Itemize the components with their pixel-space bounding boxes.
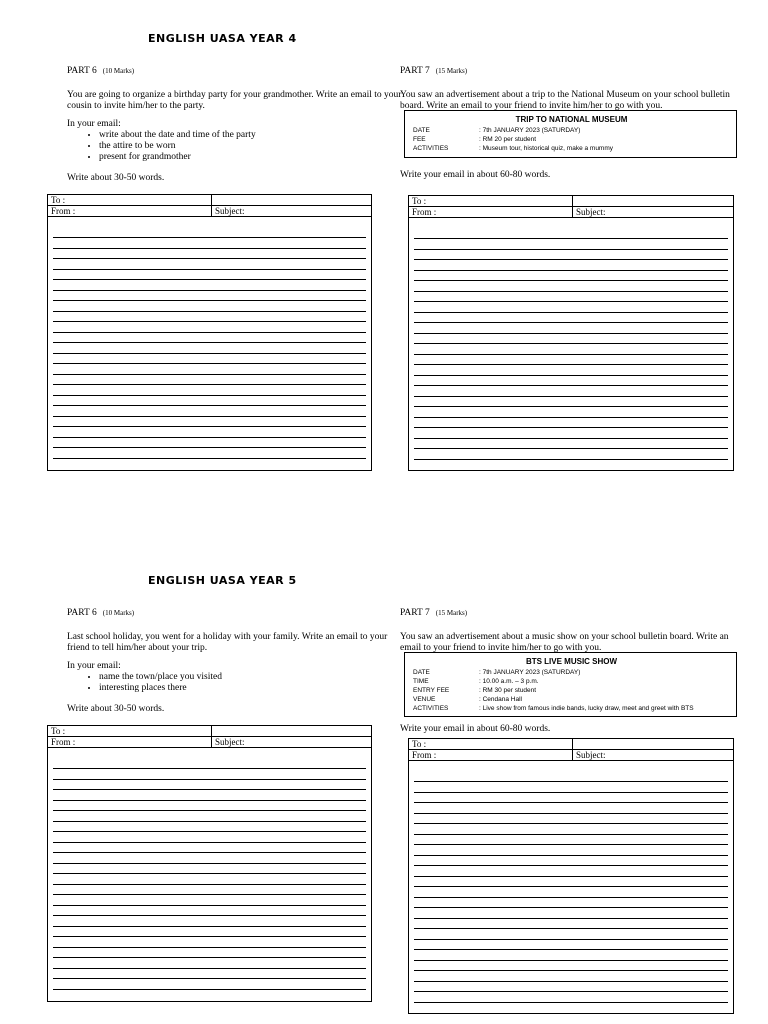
email-from-row [48,206,371,217]
writing-line [414,333,728,334]
advert-row [413,704,730,713]
writing-line [414,823,728,824]
advert-key: ACTIVITIES [413,705,449,712]
advert-row [413,126,730,135]
writing-line [53,258,366,259]
writing-line [53,332,366,333]
writing-line [53,458,366,459]
word-count-instruction: Write about 30-50 words. [67,173,165,183]
writing-lines[interactable] [409,761,733,1014]
to-field-blank[interactable] [212,726,215,736]
from-field[interactable]: From : [48,737,212,747]
writing-line [414,312,728,313]
writing-line [53,926,366,927]
writing-line [414,855,728,856]
writing-line [414,949,728,950]
subject-field[interactable]: Subject: [215,737,245,747]
writing-line [414,844,728,845]
writing-line [414,981,728,982]
writing-line [53,395,366,396]
email-to-row [48,195,371,206]
writing-line [414,907,728,908]
advert-title: BTS LIVE MUSIC SHOW [525,657,618,666]
marks-label: (15 Marks) [435,67,468,75]
writing-line [53,384,366,385]
writing-line [53,269,366,270]
advert-value: : 7th JANUARY 2023 (SATURDAY) [479,127,581,134]
to-field[interactable]: To : [409,196,573,206]
part-label: PART 7 [400,608,430,618]
year5-part6-email-box [47,725,372,1002]
writing-line [53,768,366,769]
advert-value: : Museum tour, historical quiz, make a mummy [479,145,614,152]
task-bullets [99,130,412,163]
from-field[interactable]: From : [48,206,212,216]
advert-value: : Live show from famous indie bands, lucky draw, meet and greet with BTS [479,705,694,712]
advert-value: : 7th JANUARY 2023 (SATURDAY) [479,669,581,676]
writing-line [53,936,366,937]
writing-line [414,970,728,971]
writing-line [414,238,728,239]
year5-heading: ENGLISH UASA YEAR 5 [148,574,297,587]
word-count-instruction: Write your email in about 60-80 words. [400,170,551,180]
year4-heading: ENGLISH UASA YEAR 4 [148,32,297,45]
writing-line [53,957,366,958]
writing-line [53,915,366,916]
email-to-row [48,726,371,737]
writing-line [53,810,366,811]
part-label: PART 6 [67,608,97,618]
writing-line [53,447,366,448]
writing-line [414,396,728,397]
marks-label: (10 Marks) [102,67,135,75]
writing-line [53,437,366,438]
writing-line [414,322,728,323]
writing-line [53,789,366,790]
writing-line [414,354,728,355]
writing-line [414,802,728,803]
advert-key: VENUE [413,696,436,703]
subject-field[interactable]: Subject: [576,750,606,760]
part-title [400,608,745,619]
year5-part7-email-box [408,738,734,1014]
advert-row [413,144,730,153]
part-label: PART 7 [400,66,430,76]
writing-line [53,852,366,853]
part-title [400,66,745,77]
word-count-instruction: Write about 30-50 words. [67,704,165,714]
task-intro: You are going to organize a birthday party for your grandmother. Write an email to your cousin to invite him/her to the party. [67,90,402,111]
writing-line [414,886,728,887]
writing-line [53,842,366,843]
writing-lines[interactable] [48,217,371,471]
writing-line [414,406,728,407]
writing-line [53,237,366,238]
writing-line [53,248,366,249]
writing-line [53,374,366,375]
advert-row [413,668,730,677]
part-title [67,66,412,77]
advert-value: : Cendana Hall [479,696,522,703]
writing-line [53,779,366,780]
subject-field[interactable]: Subject: [576,207,606,217]
advert-row [413,695,730,704]
bullet-item: • name the town/place you visited [99,672,412,683]
writing-line [53,978,366,979]
writing-line [414,270,728,271]
advert-row [413,677,730,686]
writing-line [414,1002,728,1003]
writing-line [414,876,728,877]
year5-part6 [67,608,412,715]
writing-line [414,459,728,460]
writing-line [414,417,728,418]
advert-value: : 10.00 a.m. – 3 p.m. [479,678,539,685]
writing-line [53,863,366,864]
task-intro: You saw an advertisement about a music show on your school bulletin board. Write an email to your friend to invite him/her to go with you. [400,632,729,653]
writing-lines[interactable] [48,748,371,1002]
writing-line [414,991,728,992]
year4-part6 [67,66,412,184]
writing-line [53,416,366,417]
writing-line [53,894,366,895]
year5-advert [404,652,737,717]
writing-line [414,918,728,919]
advert-key: FEE [413,136,426,143]
email-from-row [409,207,733,218]
advert-key: DATE [413,127,430,134]
advert-title: TRIP TO NATIONAL MUSEUM [515,115,628,124]
writing-line [414,301,728,302]
advert-key: ENTRY FEE [413,687,450,694]
part-label: PART 6 [67,66,97,76]
advert-row [413,686,730,695]
from-field[interactable]: From : [409,207,573,217]
writing-line [53,311,366,312]
word-count-instruction: Write your email in about 60-80 words. [400,724,551,734]
writing-line [53,905,366,906]
writing-line [414,249,728,250]
marks-label: (15 Marks) [435,609,468,617]
bullet-item: • write about the date and time of the party [99,130,412,141]
email-to-row [409,739,733,750]
subject-field[interactable]: Subject: [215,206,245,216]
to-field[interactable]: To : [48,195,212,205]
writing-line [53,353,366,354]
to-field-blank[interactable] [212,195,215,205]
writing-line [414,939,728,940]
writing-line [414,781,728,782]
advert-key: TIME [413,678,429,685]
writing-line [53,426,366,427]
writing-line [414,865,728,866]
writing-line [414,343,728,344]
writing-line [414,813,728,814]
from-field[interactable]: From : [409,750,573,760]
email-to-row [409,196,733,207]
writing-line [53,968,366,969]
to-field-blank[interactable] [573,739,576,749]
writing-line [414,448,728,449]
writing-line [414,438,728,439]
email-from-row [48,737,371,748]
writing-line [53,873,366,874]
writing-line [414,291,728,292]
writing-line [414,897,728,898]
in-email-label: In your email: [67,119,121,129]
in-email-label: In your email: [67,661,121,671]
writing-lines[interactable] [409,218,733,471]
writing-line [414,375,728,376]
writing-line [414,792,728,793]
writing-line [414,364,728,365]
writing-line [53,342,366,343]
advert-key: DATE [413,669,430,676]
writing-line [53,279,366,280]
part-title [67,608,412,619]
writing-line [414,280,728,281]
writing-line [53,290,366,291]
writing-line [53,321,366,322]
year4-advert [404,110,737,158]
marks-label: (10 Marks) [102,609,135,617]
writing-line [53,831,366,832]
advert-value: : RM 30 per student [479,687,537,694]
writing-line [53,363,366,364]
writing-line [414,427,728,428]
advert-key: ACTIVITIES [413,145,449,152]
to-field[interactable]: To : [48,726,212,736]
email-from-row [409,750,733,761]
writing-line [53,989,366,990]
to-field[interactable]: To : [409,739,573,749]
task-intro: Last school holiday, you went for a holiday with your family. Write an email to your friend to tell him/her about your trip. [67,632,388,653]
task-bullets [99,672,412,694]
writing-line [53,947,366,948]
writing-line [414,259,728,260]
writing-line [414,834,728,835]
to-field-blank[interactable] [573,196,576,206]
writing-line [414,960,728,961]
bullet-item: • interesting places there [99,683,412,694]
task-intro: You saw an advertisement about a trip to the National Museum on your school bulletin board. Write an email to your friend to invite him/her to go with you. [400,90,730,111]
writing-line [414,928,728,929]
writing-line [53,821,366,822]
bullet-item: • present for grandmother [99,152,412,163]
advert-value: : RM 20 per student [479,136,537,143]
writing-line [53,800,366,801]
bullet-item: • the attire to be worn [99,141,412,152]
writing-line [414,385,728,386]
writing-line [53,405,366,406]
year4-part7-email-box [408,195,734,471]
writing-line [53,884,366,885]
year4-part6-email-box [47,194,372,471]
advert-row [413,135,730,144]
writing-line [53,300,366,301]
